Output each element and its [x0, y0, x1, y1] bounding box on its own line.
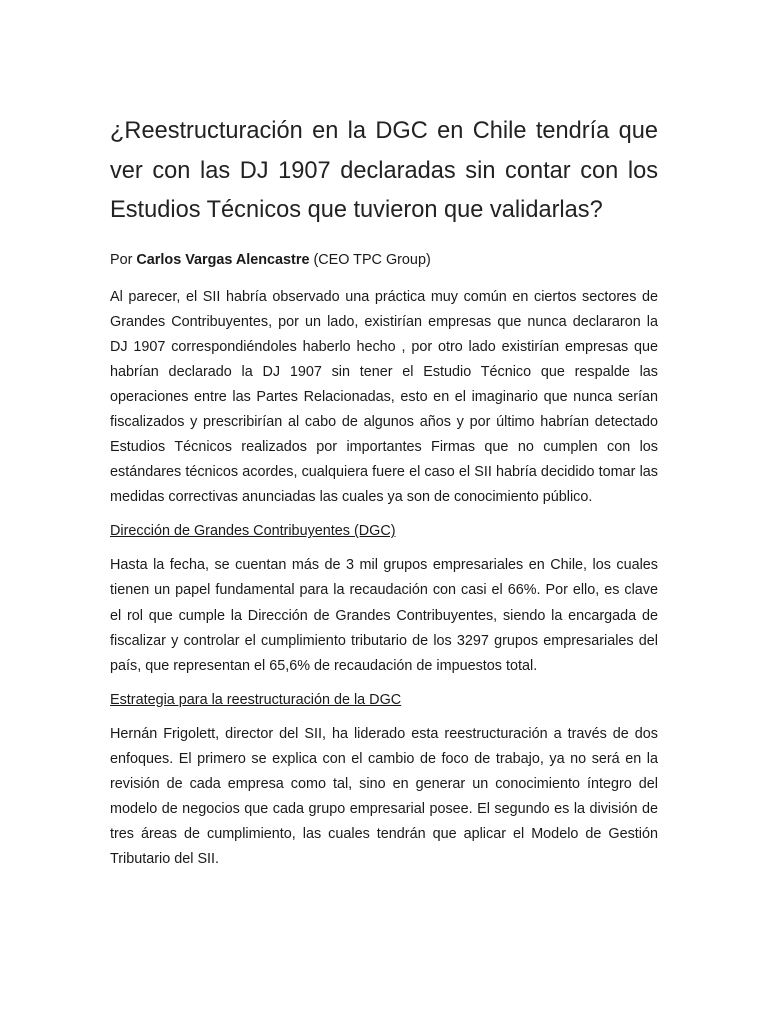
byline — [110, 249, 658, 271]
section-heading-dgc: Dirección de Grandes Contribuyentes (DGC) — [110, 523, 396, 540]
section-paragraph-dgc: Hasta la fecha, se cuentan más de 3 mil grupos empresariales en Chile, los cuales tienen un papel fundamental para la recaudación con casi el 66%. Por ello, es clave el rol que cumple la Dirección de Grandes Contribuyentes, siendo la encargada de fiscalizar y controlar el cumplimiento tributario de los 3297 grupos empresariales del país, que representan el 65,6% de recaudación de impuestos total. — [110, 557, 658, 674]
section-heading-strategy: Estrategia para la reestructuración de la DGC — [110, 691, 402, 708]
byline-author: Carlos Vargas Alencastre — [136, 251, 310, 268]
document-page — [110, 112, 658, 881]
document-title: ¿Reestructuración en la DGC en Chile tendría que ver con las DJ 1907 declaradas sin contar con los Estudios Técnicos que tuvieron que validarlas? — [110, 118, 658, 223]
section-paragraph-strategy: Hernán Frigolett, director del SII, ha liderado esta reestructuración a través de dos enfoques. El primero se explica con el cambio de foco de trabajo, ya no será en la revisión de cada empresa como tal, sino en generar un conocimiento íntegro del modelo de negocios que cada grupo empresarial posee. El segundo es la división de tres áreas de cumplimiento, las cuales tendrán que aplicar el Modelo de Gestión Tributario del SII. — [110, 725, 658, 868]
byline-suffix: (CEO TPC Group) — [309, 251, 431, 268]
byline-prefix: Por — [110, 251, 137, 268]
intro-paragraph: Al parecer, el SII habría observado una práctica muy común en ciertos sectores de Grandes Contribuyentes, por un lado, existirían empresas que nunca declararon la DJ 1907 correspondiéndoles haberlo hecho , por otro lado existirían empresas que habrían declarado la DJ 1907 sin tener el Estudio Técnico que respalde las operaciones entre las Partes Relacionadas, esto en el imaginario que nunca serían fiscalizados y prescribirían al cabo de algunos años y por último habrían detectado Estudios Técnicos realizados por importantes Firmas que no cumplen con los estándares técnicos acordes, cualquiera fuere el caso el SII habría decidido tomar las medidas correctivas anunciadas las cuales ya son de conocimiento público. — [110, 288, 658, 506]
